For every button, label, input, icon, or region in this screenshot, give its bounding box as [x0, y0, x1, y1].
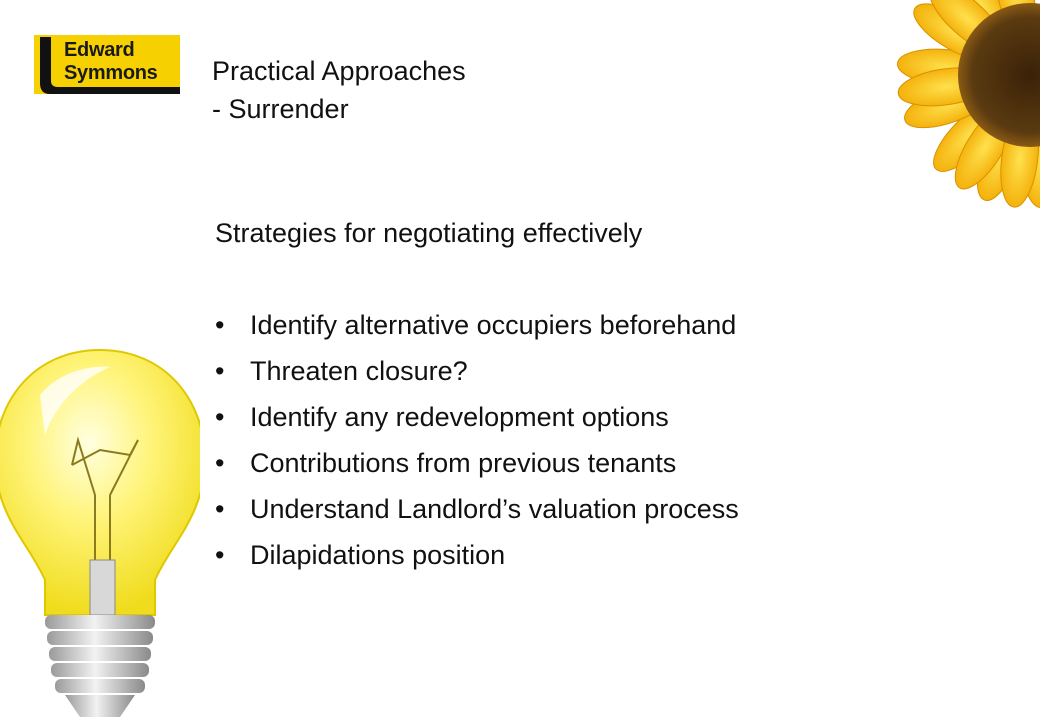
bullet-item: • Contributions from previous tenants	[215, 443, 739, 489]
bullet-item: • Identify alternative occupiers beforehand	[215, 305, 739, 351]
bullet-item: • Identify any redevelopment options	[215, 397, 739, 443]
bullet-item: • Threaten closure?	[215, 351, 739, 397]
bullet-icon: •	[215, 448, 225, 478]
title-line-1: Practical Approaches	[212, 56, 466, 86]
sunflower-image	[870, 0, 1040, 240]
bullet-icon: •	[215, 494, 225, 524]
bullet-icon: •	[215, 540, 225, 570]
slide-title	[212, 52, 466, 128]
light-bulb-image	[0, 345, 200, 720]
bullet-item: • Dilapidations position	[215, 535, 739, 581]
bullet-icon: •	[215, 402, 225, 432]
bullet-item: • Understand Landlord’s valuation process	[215, 489, 739, 535]
logo-wordmark: Edward Symmons	[64, 39, 158, 84]
bullet-icon: •	[215, 310, 225, 340]
title-line-2: - Surrender	[212, 94, 349, 124]
bullet-list	[215, 305, 739, 581]
bullet-icon: •	[215, 356, 225, 386]
company-logo	[34, 35, 180, 94]
slide-subtitle: Strategies for negotiating effectively	[215, 218, 643, 248]
